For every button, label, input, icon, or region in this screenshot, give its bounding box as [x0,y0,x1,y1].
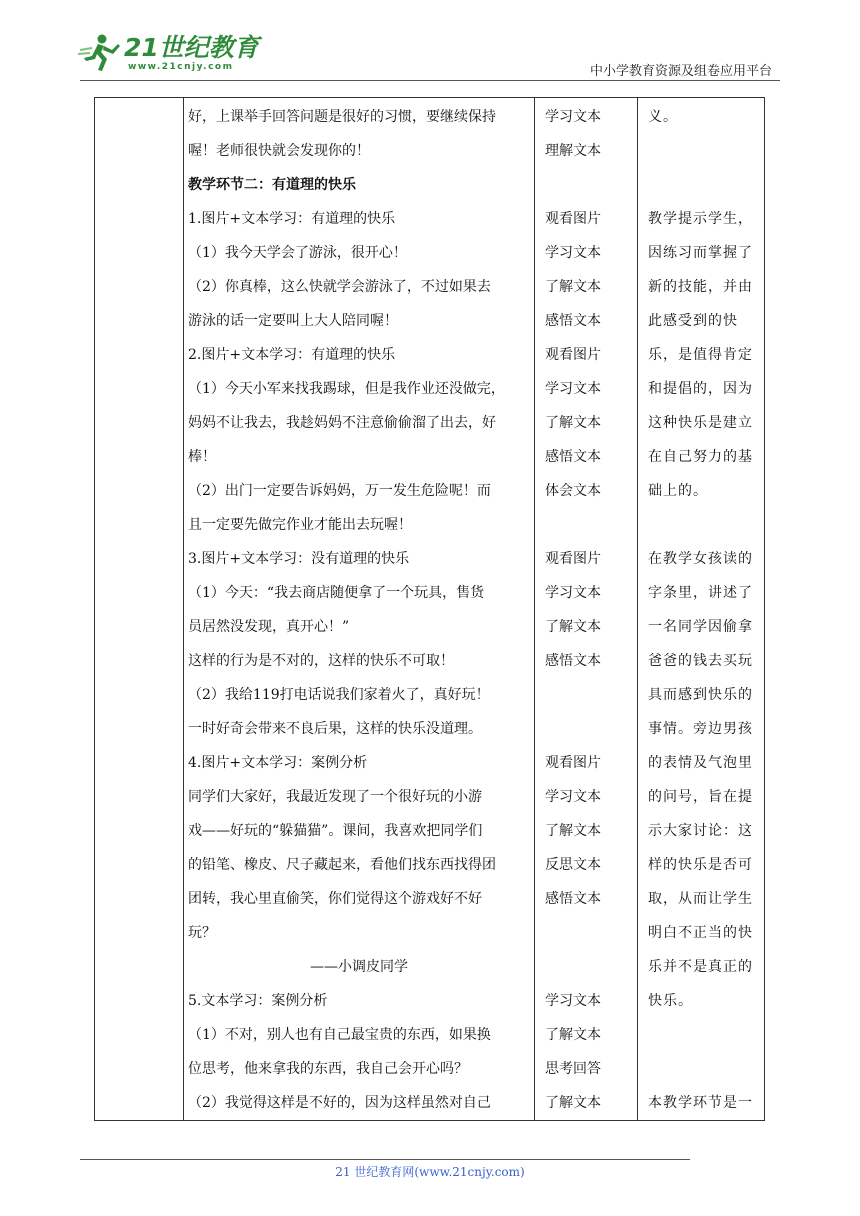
col3-line [539,508,633,542]
col3-line: 学习文本 [545,381,601,397]
col4-line: 字条里，讲述了 [648,585,753,601]
col3-line: 了解文本 [545,415,601,431]
col2-line: （2）我觉得这样是不好的，因为这样虽然对自己 [188,1095,491,1111]
col4-line: 乐，是值得肯定 [648,347,753,363]
col2-line: 棒！ [188,449,216,465]
col3-line: 了解文本 [545,1027,601,1043]
col4-line: 明白不正当的快 [648,925,753,941]
col3-line [539,950,633,984]
page-header [0,0,860,80]
col2-line: ——小调皮同学 [310,959,408,975]
col3-line: 了解文本 [545,823,601,839]
col2-line: （2）你真棒，这么快就学会游泳了，不过如果去 [188,279,491,295]
col2-line: （1）今天：“我去商店随便拿了一个玩具，售货 [188,585,485,601]
col4-line [642,1052,760,1086]
lesson-table [94,97,765,1121]
col3-line: 感悟文本 [545,449,601,465]
col3-line: 理解文本 [545,143,601,159]
col2-line: 1.图片+文本学习：有道理的快乐 [188,211,396,227]
col4-line: 的问号，旨在提 [648,789,753,805]
col3-line [539,678,633,712]
col4-line: 新的技能，并由 [648,279,753,295]
col4-line: 础上的。 [648,483,708,499]
col3-line: 学习文本 [545,993,601,1009]
col4-line: 一名同学因偷拿 [648,619,753,635]
col2-line: 的铅笔、橡皮、尺子藏起来，看他们找东西找得团 [188,857,496,873]
col4-line: 事情。旁边男孩 [648,721,753,737]
student-activity-column [535,98,638,1121]
col3-line: 思考回答 [545,1061,601,1077]
col2-line: 2.图片+文本学习：有道理的快乐 [188,347,396,363]
col2-line: 玩？ [188,925,216,941]
col3-line: 观看图片 [545,551,601,567]
col4-line: 在自己努力的基 [648,449,753,465]
col3-line: 观看图片 [545,755,601,771]
col4-line: 爸爸的钱去买玩 [648,653,753,669]
col2-line: 一时好奇会带来不良后果，这样的快乐没道理。 [188,721,482,737]
col3-line: 学习文本 [545,585,601,601]
footer-text: 21 世纪教育网(www.21cnjy.com) [335,1165,525,1179]
col2-line: 妈妈不让我去，我趁妈妈不注意偷偷溜了出去，好 [188,415,496,431]
design-intent-column [638,98,765,1121]
col4-line: 和提倡的，因为 [648,381,753,397]
col3-line: 感悟文本 [545,313,601,329]
col3-line [539,168,633,202]
col4-line: 在教学女孩读的 [648,551,753,567]
col4-line [642,508,760,542]
col2-line: （1）不对，别人也有自己最宝贵的东西，如果换 [188,1027,491,1043]
col3-line: 学习文本 [545,245,601,261]
col4-line: 取，从而让学生 [648,891,753,907]
col2-line: 同学们大家好，我最近发现了一个很好玩的小游 [188,789,482,805]
col3-line [539,916,633,950]
col2-line: 游泳的话一定要叫上大人陪同喔！ [188,313,398,329]
runner-logo-icon [78,32,122,72]
col3-line: 反思文本 [545,857,601,873]
stage-column [95,98,184,1121]
col2-line: 好，上课举手回答问题是很好的习惯，要继续保持 [188,109,496,125]
col3-line: 感悟文本 [545,891,601,907]
col2-line: （1）我今天学会了游泳，很开心！ [188,245,407,261]
col2-line: （2）出门一定要告诉妈妈，万一发生危险呢！而 [188,483,491,499]
col2-line: 位思考，他来拿我的东西，我自己会开心吗？ [188,1061,468,1077]
logo-text: 21世纪教育 [124,33,259,62]
col3-line: 体会文本 [545,483,601,499]
col4-line: 这种快乐是建立 [648,415,753,431]
col4-line: 教学提示学生， [648,211,753,227]
col3-line: 观看图片 [545,347,601,363]
platform-title: 中小学教育资源及组卷应用平台 [589,64,772,79]
col2-line: 3.图片+文本学习：没有道理的快乐 [188,551,410,567]
col4-line: 乐并不是真正的 [648,959,753,975]
col2-line: （1）今天小军来找我踢球，但是我作业还没做完， [188,381,505,397]
col3-line: 学习文本 [545,789,601,805]
col2-line: 5.文本学习：案例分析 [188,993,328,1009]
col3-line: 了解文本 [545,279,601,295]
col4-line: 样的快乐是否可 [648,857,753,873]
col2-line: 4.图片+文本学习：案例分析 [188,755,368,771]
col4-line [642,134,760,168]
col2-line: 且一定要先做完作业才能出去玩喔！ [188,517,412,533]
col4-line: 示大家讨论：这 [648,823,753,839]
col2-line: 员居然没发现，真开心！” [188,619,350,635]
col4-line: 的表情及气泡里 [648,755,753,771]
col3-line: 了解文本 [545,619,601,635]
logo-url: www.21cnjy.com [128,62,234,72]
header-divider [80,80,780,81]
col3-line [539,712,633,746]
col4-line: 因练习而掌握了 [648,245,753,261]
footer-divider [80,1159,690,1160]
col2-line: 这样的行为是不对的，这样的快乐不可取！ [188,653,454,669]
table-row [95,98,765,1121]
col3-line: 学习文本 [545,109,601,125]
col2-line: 喔！老师很快就会发现你的！ [188,143,370,159]
teaching-content [184,98,534,1120]
content-column [184,98,535,1121]
col2-line: 团转，我心里直偷笑，你们觉得这个游戏好不好 [188,891,482,907]
student-activities [535,98,637,1120]
col3-line: 了解文本 [545,1095,601,1111]
col2-line: 教学环节二：有道理的快乐 [188,177,356,193]
col4-line: 本教学环节是一 [648,1095,753,1111]
col2-line: 戏——好玩的“躲猫猫”。课间，我喜欢把同学们 [188,823,483,839]
col4-line: 此感受到的快 [648,313,738,329]
col3-line: 观看图片 [545,211,601,227]
col4-line: 具而感到快乐的 [648,687,753,703]
col2-line: （2）我给119打电话说我们家着火了，真好玩！ [188,687,490,703]
design-intent [638,98,764,1120]
logo [78,26,259,78]
col4-line [642,168,760,202]
col3-line: 感悟文本 [545,653,601,669]
col4-line: 义。 [648,109,678,125]
col4-line [642,1018,760,1052]
col4-line: 快乐。 [648,993,693,1009]
